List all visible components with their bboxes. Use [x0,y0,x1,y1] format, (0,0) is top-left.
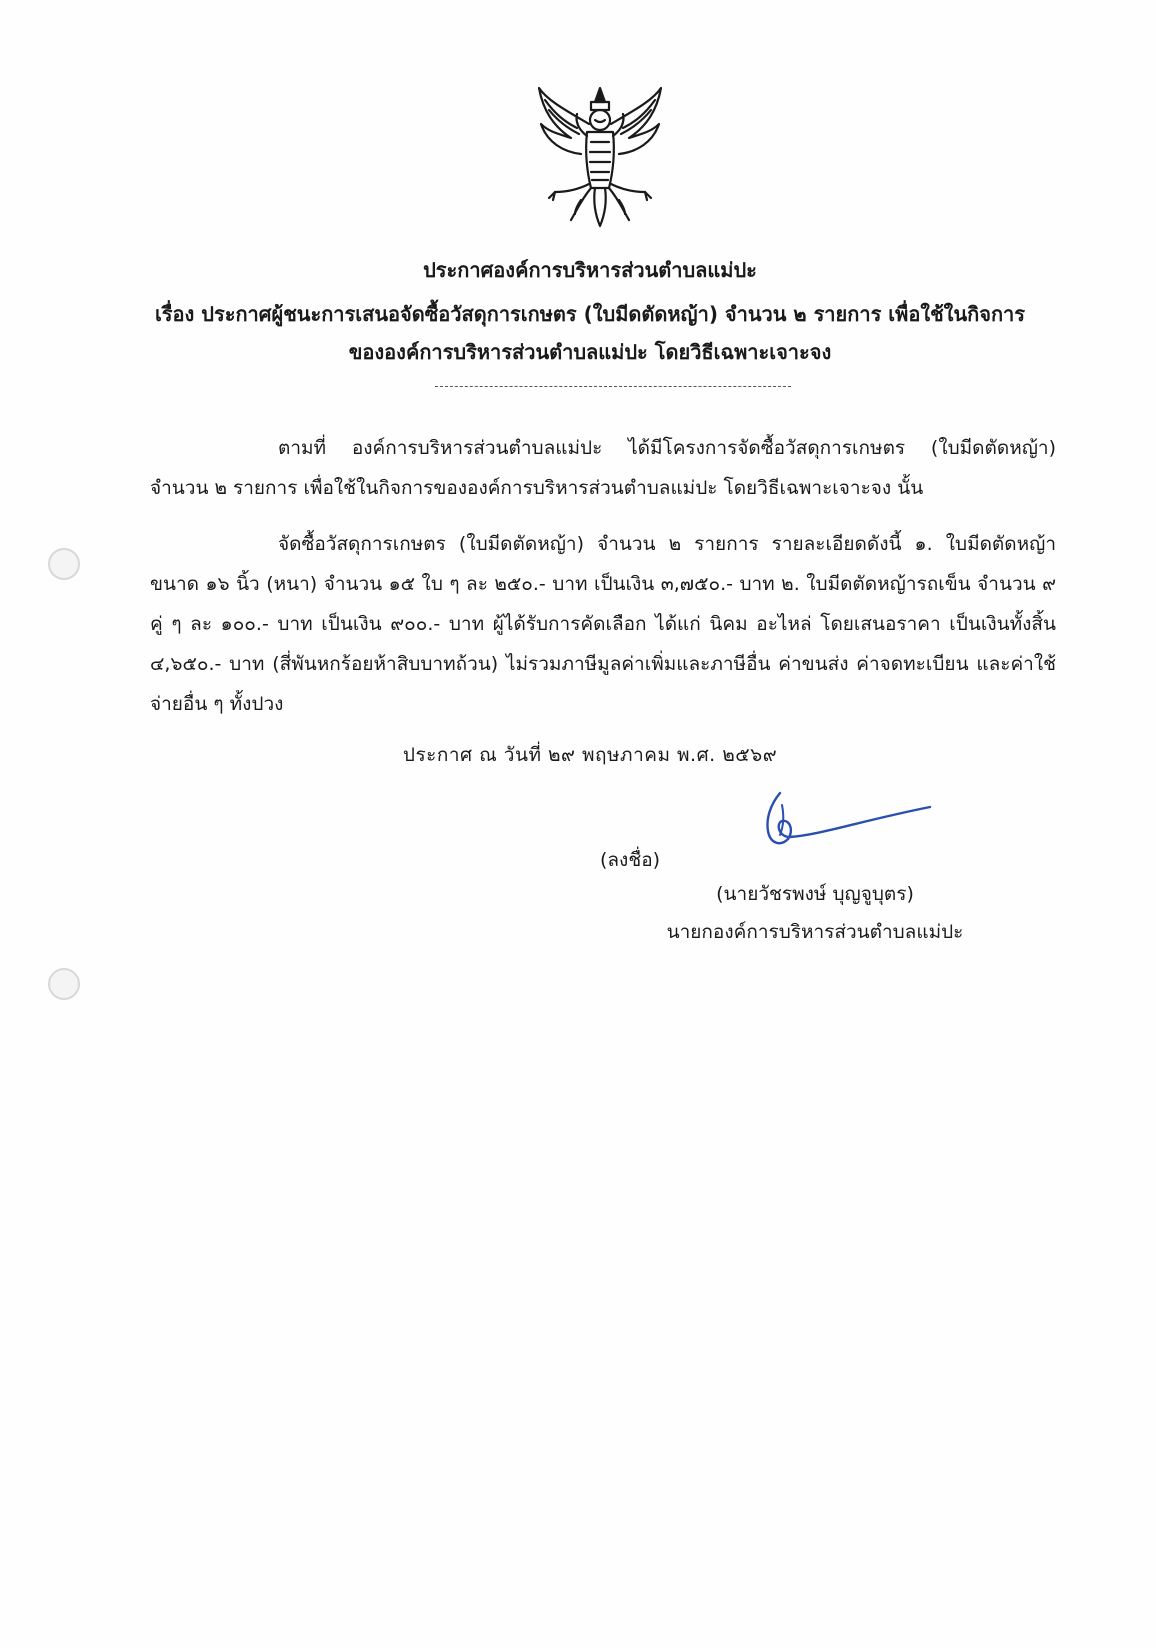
signer-name: (นายวัชรพงษ์ บุญจูบุตร) [716,883,914,905]
announcement-heading: ประกาศองค์การบริหารส่วนตำบลแม่ปะ [423,258,757,282]
signer-title: นายกองค์การบริหารส่วนตำบลแม่ปะ [666,921,964,943]
announcement-subject: เรื่อง ประกาศผู้ชนะการเสนอจัดซื้อวัสดุการเกษตร (ใบมีดตัดหญ้า) จำนวน ๒ รายการ เพื่อใช้ในกิจการ [154,302,1026,326]
punch-hole [48,968,80,1000]
sign-label: (ลงชื่อ) [600,849,661,871]
body-paragraph-1 [150,428,1056,508]
divider [435,386,791,387]
garuda-emblem-icon [525,80,675,230]
handwritten-signature [760,785,940,865]
body-paragraph-2 [150,524,1056,724]
announcement-subject-continued: ขององค์การบริหารส่วนตำบลแม่ปะ โดยวิธีเฉพาะเจาะจง [348,340,832,364]
punch-hole [48,548,80,580]
paragraph-1-text: ตามที่ องค์การบริหารส่วนตำบลแม่ปะ ได้มีโครงการจัดซื้อวัสดุการเกษตร (ใบมีดตัดหญ้า) จำนวน ๒ รายการ เพื่อใช้ในกิจการขององค์การบริหารส่วนตำบลแม่ปะ โดยวิธีเฉพาะเจาะจง นั้น [150,437,1056,499]
announcement-date: ประกาศ ณ วันที่ ๒๙ พฤษภาคม พ.ศ. ๒๕๖๙ [402,744,778,766]
paragraph-2-text: จัดซื้อวัสดุการเกษตร (ใบมีดตัดหญ้า) จำนวน ๒ รายการ รายละเอียดดังนี้ ๑. ใบมีดตัดหญ้า ขนาด ๑๖ นิ้ว (หนา) จำนวน ๑๕ ใบ ๆ ละ ๒๕๐.- บาท เป็นเงิน ๓,๗๕๐.- บาท ๒. ใบมีดตัดหญ้ารถเข็น จำนวน ๙ คู่ ๆ ละ ๑๐๐.- บาท เป็นเงิน ๙๐๐.- บาท ผู้ได้รับการคัดเลือก ได้แก่ นิคม อะไหล่ โดยเสนอราคา เป็นเงินทั้งสิ้น ๔,๖๕๐.- บาท (สี่พันหกร้อยห้าสิบบาทถ้วน) ไม่รวมภาษีมูลค่าเพิ่มและภาษีอื่น ค่าขนส่ง ค่าจดทะเบียน และค่าใช้จ่ายอื่น ๆ ทั้งปวง [150,533,1056,715]
